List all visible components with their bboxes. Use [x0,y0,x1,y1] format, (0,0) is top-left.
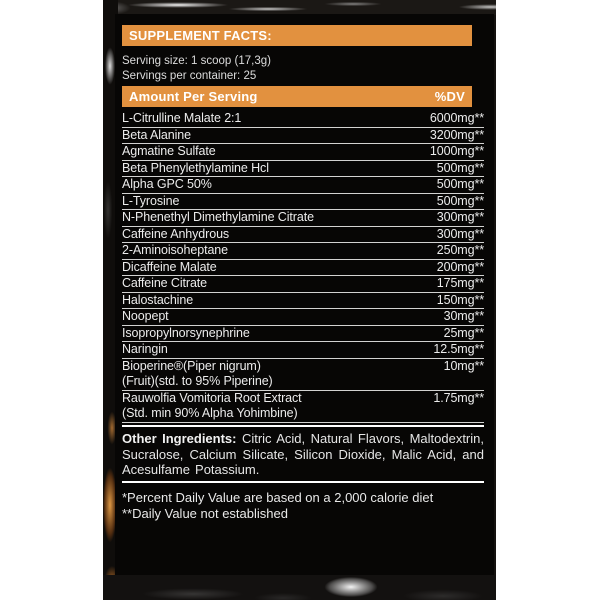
ingredient-name: Alpha GPC 50% [122,177,212,191]
ingredient-amount: 6000mg** [429,111,484,125]
footnote: **Daily Value not established [122,505,288,521]
table-row [122,111,484,128]
serving-size-text: Serving size: 1 scoop (17,3g) [122,55,271,67]
ingredient-amount: 500mg** [436,160,484,175]
ingredient-amount: 30mg** [443,309,484,323]
ingredient-amount: 500mg** [436,193,484,208]
table-row [122,161,484,178]
section-divider-bottom [122,481,484,484]
table-row [122,194,484,211]
supplement-facts-header-bar [122,25,472,46]
servings-per-container-text: Servings per container: 25 [122,70,257,82]
ingredient-name: Dicaffeine Malate [122,259,217,274]
ingredient-amount: 25mg** [443,325,484,340]
other-ingredients-text: Citric Acid, Natural Flavors, Maltodextrin, Sucralose, Calcium Silicate, Silicon Dioxide, Malic Acid, and Acesulfame Potassium. [122,431,484,477]
ingredient-amount: 3200mg** [429,127,484,142]
ingredient-name: L-Tyrosine [122,193,180,208]
table-row [122,128,484,145]
table-row [122,227,484,244]
ingredient-name: Rauwolfia Vomitoria Root Extract [122,390,302,405]
ingredient-amount: 1000mg** [429,144,484,158]
table-row [122,144,484,161]
ingredient-amount: 250mg** [436,243,484,257]
ingredient-amount: 300mg** [436,226,484,241]
ingredient-amount: 500mg** [436,177,484,191]
ingredient-name: Agmatine Sulfate [122,144,216,158]
ingredient-amount: 10mg** [443,358,484,373]
table-row [122,210,484,227]
ingredient-name: Beta Alanine [122,127,191,142]
other-ingredients-label: Other Ingredients: [122,431,237,446]
ingredient-name: Bioperine®(Piper nigrum) [122,358,261,373]
ingredient-name-continued: (Fruit)(std. to 95% Piperine) [122,374,273,388]
table-row [122,243,484,260]
ingredient-name: Beta Phenylethylamine Hcl [122,160,269,175]
table-row [122,359,484,391]
ingredient-amount: 1.75mg** [433,390,484,405]
ingredient-name: Noopept [122,309,169,323]
ingredient-name: L-Citrulline Malate 2:1 [122,111,242,125]
ingredient-amount: 300mg** [436,210,484,224]
ingredient-name: Naringin [122,342,168,356]
supplement-facts-label [115,14,494,575]
ingredient-name: N-Phenethyl Dimethylamine Citrate [122,210,314,224]
serving-info [122,54,484,84]
ingredient-amount: 175mg** [436,276,484,290]
ingredient-name: Caffeine Citrate [122,276,208,290]
ingredient-name: 2-Aminoisoheptane [122,243,229,257]
table-row [122,342,484,359]
table-row [122,260,484,277]
ingredient-name: Isopropylnorsynephrine [122,325,250,340]
ingredient-amount: 12.5mg** [433,342,484,356]
product-photo-background [103,0,496,600]
ingredient-name-continued: (Std. min 90% Alpha Yohimbine) [122,406,298,420]
ingredient-table [122,111,484,423]
ingredient-amount: 200mg** [436,259,484,274]
table-row [122,276,484,293]
table-row [122,309,484,326]
section-divider-top [122,425,484,428]
supplement-facts-title: SUPPLEMENT FACTS: [129,28,272,43]
amount-per-serving-header-bar [122,86,472,107]
texture-top-streaks [103,0,496,15]
texture-bottom-strip [103,575,496,600]
table-row [122,293,484,310]
footnotes [122,490,484,521]
footnote: *Percent Daily Value are based on a 2,000 calorie diet [122,490,434,505]
other-ingredients-paragraph [122,431,484,478]
ingredient-amount: 150mg** [436,292,484,307]
ingredient-name: Halostachine [122,292,194,307]
table-row [122,326,484,343]
ingredient-name: Caffeine Anhydrous [122,226,230,241]
dv-column-label: %DV [434,89,465,104]
amount-per-serving-label: Amount Per Serving [129,89,258,104]
table-row [122,391,484,423]
table-row [122,177,484,194]
